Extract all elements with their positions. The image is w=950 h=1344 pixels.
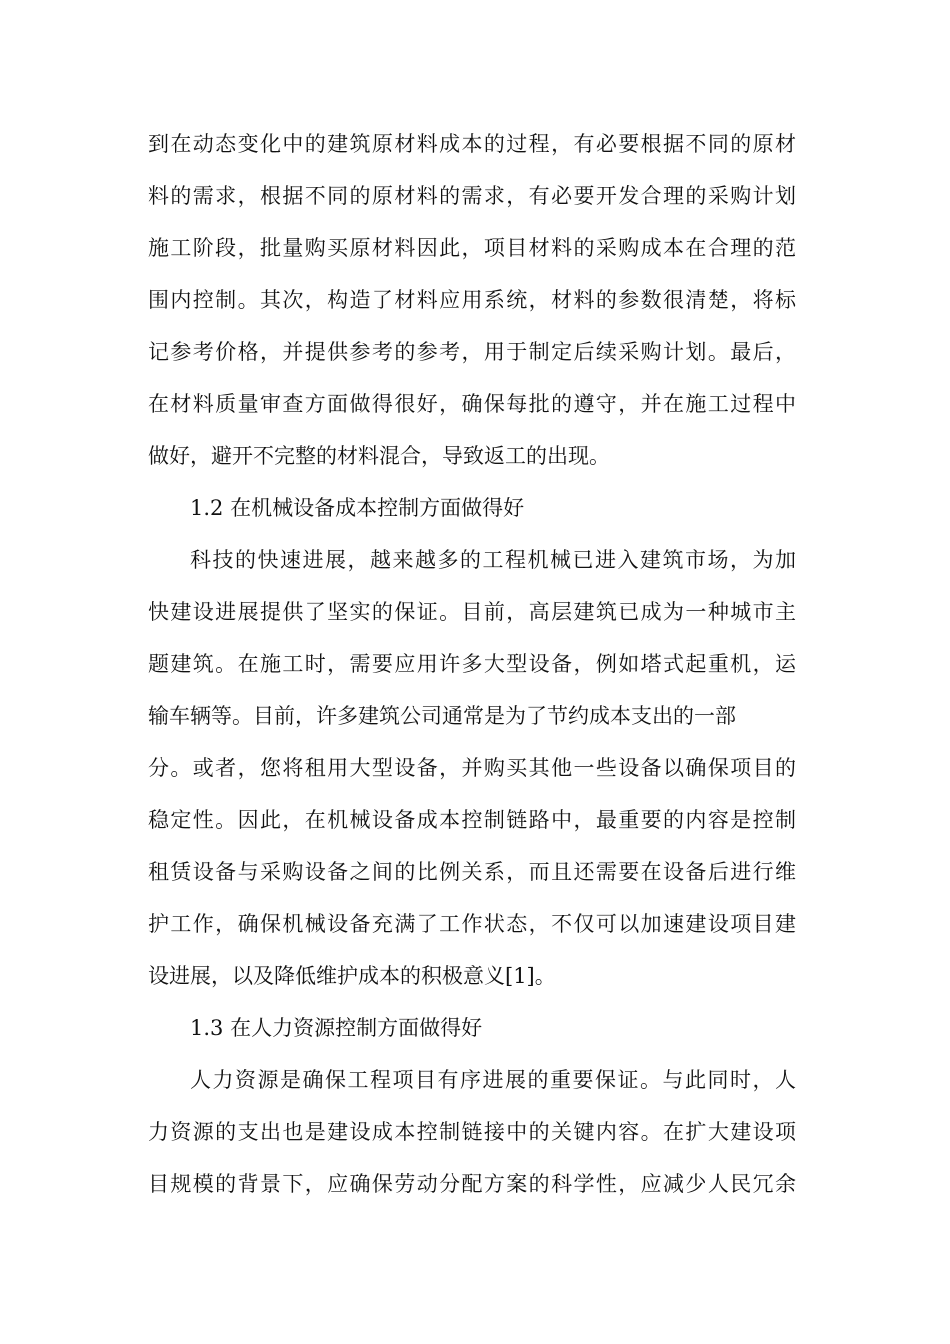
text-line: 人力资源是确保工程项目有序进展的重要保证。与此同时，人 xyxy=(190,1068,796,1092)
text-line: 记参考价格，并提供参考的参考，用于制定后续采购计划。最后， xyxy=(148,340,796,364)
paragraph-human-resources xyxy=(148,1054,796,1210)
text-line: 围内控制。其次，构造了材料应用系统，材料的参数很清楚，将标 xyxy=(148,288,796,312)
section-heading-1-2: 1.2 在机械设备成本控制方面做得好 xyxy=(190,496,525,520)
text-line: 到在动态变化中的建筑原材料成本的过程，有必要根据不同的原材 xyxy=(148,132,796,156)
text-line: 料的需求，根据不同的原材料的需求，有必要开发合理的采购计划 xyxy=(148,184,796,208)
text-line: 题建筑。在施工时，需要应用许多大型设备，例如塔式起重机，运 xyxy=(148,652,796,676)
text-line: 力资源的支出也是建设成本控制链接中的关键内容。在扩大建设项 xyxy=(148,1120,796,1144)
paragraph-machinery-cost xyxy=(148,534,796,1002)
text-line: 设进展，以及降低维护成本的积极意义[1]。 xyxy=(148,964,556,988)
text-line: 施工阶段，批量购买原材料因此，项目材料的采购成本在合理的范 xyxy=(148,236,796,260)
text-line: 在材料质量审查方面做得很好，确保每批的遵守，并在施工过程中 xyxy=(148,392,796,416)
text-line: 稳定性。因此，在机械设备成本控制链路中，最重要的内容是控制 xyxy=(148,808,796,832)
text-line: 快建设进展提供了坚实的保证。目前，高层建筑已成为一种城市主 xyxy=(148,600,796,624)
text-line: 做好，避开不完整的材料混合，导致返工的出现。 xyxy=(148,444,610,468)
text-line: 输车辆等。目前，许多建筑公司通常是为了节约成本支出的一部 xyxy=(148,704,736,728)
section-heading-1-3: 1.3 在人力资源控制方面做得好 xyxy=(190,1016,483,1040)
text-line: 目规模的背景下，应确保劳动分配方案的科学性，应减少人民冗余 xyxy=(148,1172,796,1196)
document-page xyxy=(148,118,796,1210)
text-line: 分。或者，您将租用大型设备，并购买其他一些设备以确保项目的 xyxy=(148,756,796,780)
paragraph-material-cost xyxy=(148,118,796,482)
text-line: 科技的快速进展，越来越多的工程机械已进入建筑市场，为加 xyxy=(190,548,796,572)
text-line: 租赁设备与采购设备之间的比例关系，而且还需要在设备后进行维 xyxy=(148,860,796,884)
text-line: 护工作，确保机械设备充满了工作状态，不仅可以加速建设项目建 xyxy=(148,912,796,936)
